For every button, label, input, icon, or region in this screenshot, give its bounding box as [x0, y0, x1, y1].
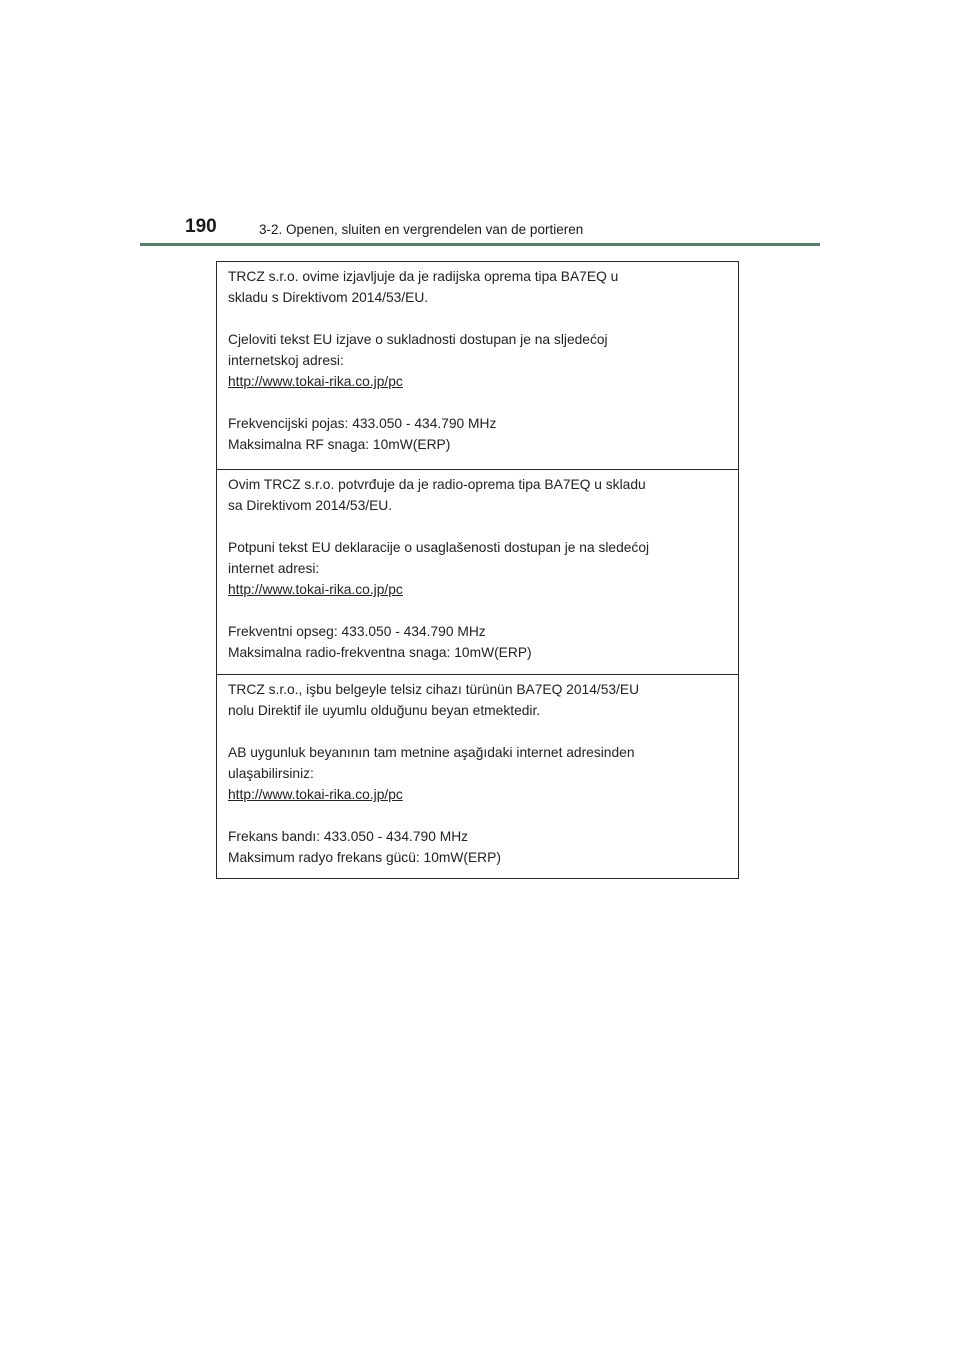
note-line: AB uygunluk beyanının tam metnine aşağıdaki internet adresinden: [228, 745, 635, 760]
technical-specs: [228, 413, 728, 455]
full-text-note: [228, 537, 728, 600]
statement-line: skladu s Direktivom 2014/53/EU.: [228, 290, 429, 305]
section-title: 3-2. Openen, sluiten en vergrendelen van de portieren: [259, 222, 584, 237]
note-line: internetskoj adresi:: [228, 353, 344, 368]
declaration-section-croatian: [217, 262, 738, 470]
frequency-band: Frekventni opseg: 433.050 - 434.790 MHz: [228, 624, 486, 639]
frequency-band: Frekans bandı: 433.050 - 434.790 MHz: [228, 829, 469, 844]
note-line: Cjeloviti tekst EU izjave o sukladnosti dostupan je na sljedećoj: [228, 332, 608, 347]
declaration-statement: [228, 679, 728, 721]
frequency-band: Frekvencijski pojas: 433.050 - 434.790 MHz: [228, 416, 497, 431]
declaration-section-turkish: [217, 675, 738, 878]
statement-line: TRCZ s.r.o. ovime izjavljuje da je radijska oprema tipa BA7EQ u: [228, 269, 619, 284]
declaration-url-link[interactable]: http://www.tokai-rika.co.jp/pc: [228, 374, 403, 389]
statement-line: Ovim TRCZ s.r.o. potvrđuje da je radio-oprema tipa BA7EQ u skladu: [228, 477, 646, 492]
spacer: [228, 516, 728, 537]
statement-line: sa Direktivom 2014/53/EU.: [228, 498, 393, 513]
statement-line: TRCZ s.r.o., işbu belgeyle telsiz cihazı türünün BA7EQ 2014/53/EU: [228, 682, 640, 697]
declaration-url-link[interactable]: http://www.tokai-rika.co.jp/pc: [228, 582, 403, 597]
spacer: [228, 600, 728, 621]
spacer: [228, 805, 728, 826]
spacer: [228, 721, 728, 742]
declaration-url-link[interactable]: http://www.tokai-rika.co.jp/pc: [228, 787, 403, 802]
note-line: internet adresi:: [228, 561, 320, 576]
full-text-note: [228, 329, 728, 392]
max-power: Maksimalna radio-frekventna snaga: 10mW(ERP): [228, 645, 532, 660]
header-divider: [140, 243, 820, 246]
declaration-statement: [228, 266, 728, 308]
max-power: Maksimum radyo frekans gücü: 10mW(ERP): [228, 850, 501, 865]
statement-line: nolu Direktif ile uyumlu olduğunu beyan etmektedir.: [228, 703, 541, 718]
page-header: [140, 214, 820, 246]
spacer: [228, 308, 728, 329]
declaration-section-serbian: [217, 470, 738, 675]
spacer: [228, 392, 728, 413]
declaration-statement: [228, 474, 728, 516]
note-line: ulaşabilirsiniz:: [228, 766, 314, 781]
declaration-box: [216, 261, 739, 879]
technical-specs: [228, 826, 728, 868]
technical-specs: [228, 621, 728, 663]
note-line: Potpuni tekst EU deklaracije o usaglašenosti dostupan je na sledećoj: [228, 540, 650, 555]
max-power: Maksimalna RF snaga: 10mW(ERP): [228, 437, 451, 452]
full-text-note: [228, 742, 728, 805]
page-number: 190: [185, 216, 217, 237]
